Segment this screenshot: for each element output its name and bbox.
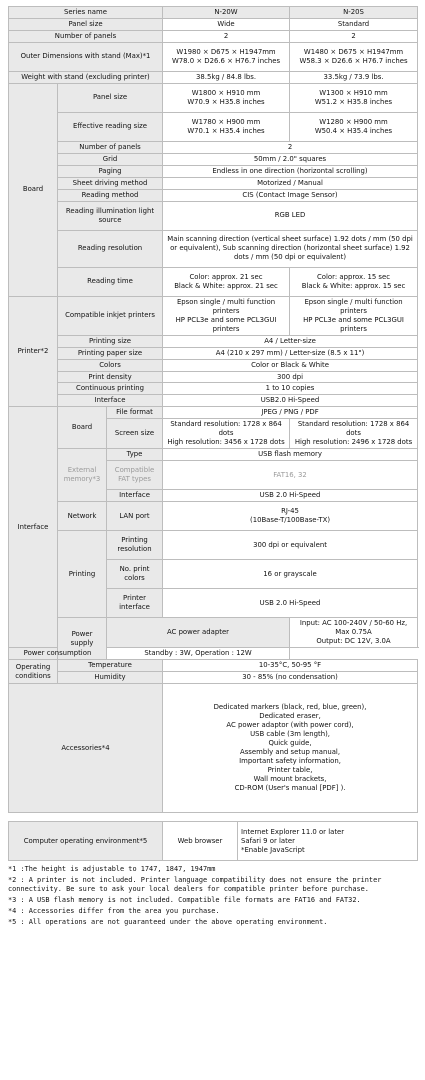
table-row (9, 684, 418, 813)
table-row (9, 112, 418, 141)
row-label: Panel size (58, 83, 163, 112)
table-row (9, 267, 418, 296)
line: Black & White: approx. 15 sec (301, 281, 406, 290)
cell-value: USB2.0 Hi-Speed (163, 395, 418, 407)
table-row (9, 335, 418, 347)
line: W1980 × D675 × H1947mm (176, 47, 276, 56)
list-item: AC power adaptor (with power cord), (226, 721, 354, 730)
line: W1300 × H910 mm (319, 88, 388, 97)
line: Output: DC 12V, 3.0A (316, 637, 391, 646)
table-row (9, 395, 418, 407)
env-values (238, 822, 418, 861)
row-label: Colors (58, 359, 163, 371)
cell-value: RGB LED (163, 201, 418, 230)
cell-value: 2 (290, 30, 418, 42)
cell-value: Standard (290, 18, 418, 30)
row-label: Print density (58, 371, 163, 383)
line: W58.3 × D26.6 × H76.7 inches (299, 56, 408, 65)
row-label: Paging (58, 165, 163, 177)
line: Standard resolution: 1728 x 864 dots (170, 420, 282, 438)
accessories-list (163, 684, 418, 813)
row-label: Temperature (58, 660, 163, 672)
table-row (9, 230, 418, 267)
row-label: Number of panels (9, 30, 163, 42)
cell-value (290, 296, 418, 335)
list-item: Dedicated markers (black, red, blue, green), (213, 703, 367, 712)
table-row (9, 660, 418, 672)
spec-sheet (8, 6, 417, 929)
line: HP PCL3e and some PCL3GUI printers (303, 315, 404, 333)
table-row (9, 71, 418, 83)
row-label: Screen size (107, 419, 163, 449)
line: W50.4 × H35.4 inches (314, 126, 393, 135)
row-label: Type (107, 449, 163, 461)
cell-value (163, 112, 290, 141)
cell-value: 38.5kg / 84.8 lbs. (163, 71, 290, 83)
group-label-printer: Printer*2 (9, 296, 58, 407)
table-row (9, 449, 418, 461)
cell-value: 30 - 85% (no condensation) (163, 672, 418, 684)
line: W1780 × H900 mm (191, 117, 261, 126)
table-row (9, 672, 418, 684)
row-label: Printing size (58, 335, 163, 347)
footnote: *1 :The height is adjustable to 1747, 1847, 1947mm (8, 865, 216, 874)
line: W78.0 × D26.6 × H76.7 inches (171, 56, 281, 65)
line: RJ-45 (281, 507, 299, 516)
list-item: Important safety information, (239, 757, 341, 765)
table-row (9, 177, 418, 189)
cell-value: 10-35°C, 50-95 °F (163, 660, 418, 672)
cell-value: 300 dpi (163, 371, 418, 383)
line: W51.2 × H35.8 inches (314, 97, 393, 106)
line: High resolution: 3456 x 1728 dots (167, 438, 285, 447)
row-label: Reading time (58, 267, 163, 296)
cell-value (163, 502, 418, 531)
cell-value: FAT16, 32 (163, 461, 418, 490)
line: Epson single / multi function printers (304, 297, 403, 315)
spec-table (8, 6, 418, 813)
row-label: AC power adapter (107, 618, 290, 648)
cell-value (163, 267, 290, 296)
line: Epson single / multi function printers (176, 297, 276, 315)
footnote: *3 : A USB flash memory is not included. Compatible file formats are FAT16 and FAT32. (8, 895, 361, 904)
row-label: Compatible FAT types (107, 461, 163, 490)
subgroup-label-network: Network (58, 502, 107, 531)
cell-value (290, 618, 418, 648)
cell-value (290, 83, 418, 112)
env-label: Computer operating environment*5 (9, 822, 163, 861)
table-row (9, 502, 418, 531)
table-row (9, 822, 418, 861)
line: HP PCL3e and some PCL3GUI printers (175, 315, 277, 333)
cell-value: Endless in one direction (horizontal scrolling) (163, 165, 418, 177)
list-item: Assembly and setup manual, (240, 748, 341, 757)
row-label-accessories: Accessories*4 (9, 684, 163, 813)
line: Standard resolution: 1728 x 864 dots (297, 420, 410, 438)
row-label: Weight with stand (excluding printer) (9, 71, 163, 83)
list-item: Wall mount brackets, (253, 774, 327, 783)
environment-table (8, 821, 418, 861)
subgroup-label-board: Board (58, 407, 107, 449)
subgroup-label-external-memory: External memory*3 (58, 449, 107, 502)
list-item: Quick guide, (268, 739, 312, 748)
row-label: Printer interface (107, 589, 163, 618)
list-item: CD-ROM (User's manual [PDF] ). (234, 783, 346, 792)
table-row (9, 407, 418, 419)
cell-value: 2 (163, 30, 290, 42)
group-label-board: Board (9, 83, 58, 296)
table-row (9, 618, 418, 648)
cell-value: 16 or grayscale (163, 560, 418, 589)
cell-value (290, 112, 418, 141)
row-label: Panel size (9, 18, 163, 30)
line: W1800 × H910 mm (191, 88, 261, 97)
cell-value: USB flash memory (163, 449, 418, 461)
row-label: Continuous printing (58, 383, 163, 395)
row-label: Reading resolution (58, 230, 163, 267)
row-label: Reading method (58, 189, 163, 201)
series-name-label: Series name (9, 7, 163, 19)
line: Input: AC 100-240V / 50-60 Hz, Max 0.75A (299, 619, 408, 637)
cell-value: 2 (163, 141, 418, 153)
footnote: *4 : Accessories differ from the area you purchase. (8, 906, 220, 915)
cell-value (290, 42, 418, 71)
list-item: Printer table, (267, 765, 313, 774)
row-label: Sheet driving method (58, 177, 163, 189)
group-label-interface: Interface (9, 407, 58, 648)
table-row (9, 189, 418, 201)
table-row (9, 531, 418, 560)
table-row (9, 201, 418, 230)
cell-value: Main scanning direction (vertical sheet surface) 1.92 dots / mm (50 dpi or equivalent), Sub scanning direction (horizontal sheet surface) 1.92 dots / mm (50 dpi or equivalent) (163, 230, 418, 267)
table-row (9, 296, 418, 335)
table-row (9, 648, 418, 660)
row-label: Outer Dimensions with stand (Max)*1 (9, 42, 163, 71)
footnote: *2 : A printer is not included. Printer language compatibility does not ensure the printer connectivity. Be sure to ask your local dealers for compatible printer before purchase. (8, 876, 382, 893)
line: *Enable JavaScript (241, 845, 305, 854)
table-row (9, 42, 418, 71)
table-row (9, 7, 418, 19)
line: Black & White: approx. 21 sec (174, 281, 278, 290)
row-label: Printing resolution (107, 531, 163, 560)
row-label: LAN port (107, 502, 163, 531)
row-label: Number of panels (58, 141, 163, 153)
footnote: *5 : All operations are not guaranteed under the above operating environment. (8, 917, 328, 926)
line: W70.9 × H35.8 inches (187, 97, 265, 106)
row-label: Printing paper size (58, 347, 163, 359)
line: W70.1 × H35.4 inches (187, 126, 265, 135)
row-label: Effective reading size (58, 112, 163, 141)
series-n20s: N-20S (290, 7, 418, 19)
table-row (9, 30, 418, 42)
table-row (9, 141, 418, 153)
table-row (9, 347, 418, 359)
cell-value: CIS (Contact Image Sensor) (163, 189, 418, 201)
cell-value: USB 2.0 Hi-Speed (163, 490, 418, 502)
cell-value (163, 419, 290, 449)
line: W1280 × H900 mm (319, 117, 388, 126)
table-row (9, 371, 418, 383)
cell-value: JPEG / PNG / PDF (163, 407, 418, 419)
cell-value (290, 419, 418, 449)
cell-value: 300 dpi or equivalent (163, 531, 418, 560)
row-label: Power consumption (9, 648, 107, 660)
cell-value (163, 83, 290, 112)
line: Color: approx. 21 sec (189, 272, 263, 281)
env-sub-label: Web browser (163, 822, 238, 861)
line: Internet Explorer 11.0 or later (241, 827, 345, 836)
list-item: USB cable (3m length), (250, 730, 330, 739)
row-label: Reading illumination light source (58, 201, 163, 230)
cell-value: A4 / Letter-size (163, 335, 418, 347)
list-item: Dedicated eraser, (259, 712, 321, 721)
row-label: Humidity (58, 672, 163, 684)
cell-value: 1 to 10 copies (163, 383, 418, 395)
row-label: Compatible inkjet printers (58, 296, 163, 335)
row-label: File format (107, 407, 163, 419)
table-row (9, 359, 418, 371)
table-row (9, 83, 418, 112)
table-row (9, 153, 418, 165)
table-row (9, 18, 418, 30)
group-label-power: Power supply (58, 618, 107, 660)
cell-value (163, 42, 290, 71)
row-label: Interface (58, 395, 163, 407)
table-row (9, 165, 418, 177)
row-label: Grid (58, 153, 163, 165)
line: (10Base-T/100Base-TX) (250, 516, 331, 525)
row-label: Interface (107, 490, 163, 502)
series-n20w: N-20W (163, 7, 290, 19)
subgroup-label-printing: Printing (58, 531, 107, 618)
cell-value: Motorized / Manual (163, 177, 418, 189)
cell-value: 33.5kg / 73.9 lbs. (290, 71, 418, 83)
line: High resolution: 2496 x 1728 dots (294, 438, 413, 447)
line: Color: approx. 15 sec (316, 272, 391, 281)
cell-value: Color or Black & White (163, 359, 418, 371)
group-label-operating: Operating conditions (9, 660, 58, 684)
row-label: No. print colors (107, 560, 163, 589)
cell-value: Wide (163, 18, 290, 30)
footnotes (8, 865, 417, 927)
cell-value: A4 (210 x 297 mm) / Letter-size (8.5 x 11") (163, 347, 418, 359)
cell-value: USB 2.0 Hi-Speed (163, 589, 418, 618)
line: Safari 9 or later (241, 836, 295, 845)
cell-value: 50mm / 2.0" squares (163, 153, 418, 165)
cell-value: Standby : 3W, Operation : 12W (107, 648, 290, 660)
cell-value (163, 296, 290, 335)
line: W1480 × D675 × H1947mm (303, 47, 404, 56)
cell-value (290, 267, 418, 296)
table-row (9, 383, 418, 395)
